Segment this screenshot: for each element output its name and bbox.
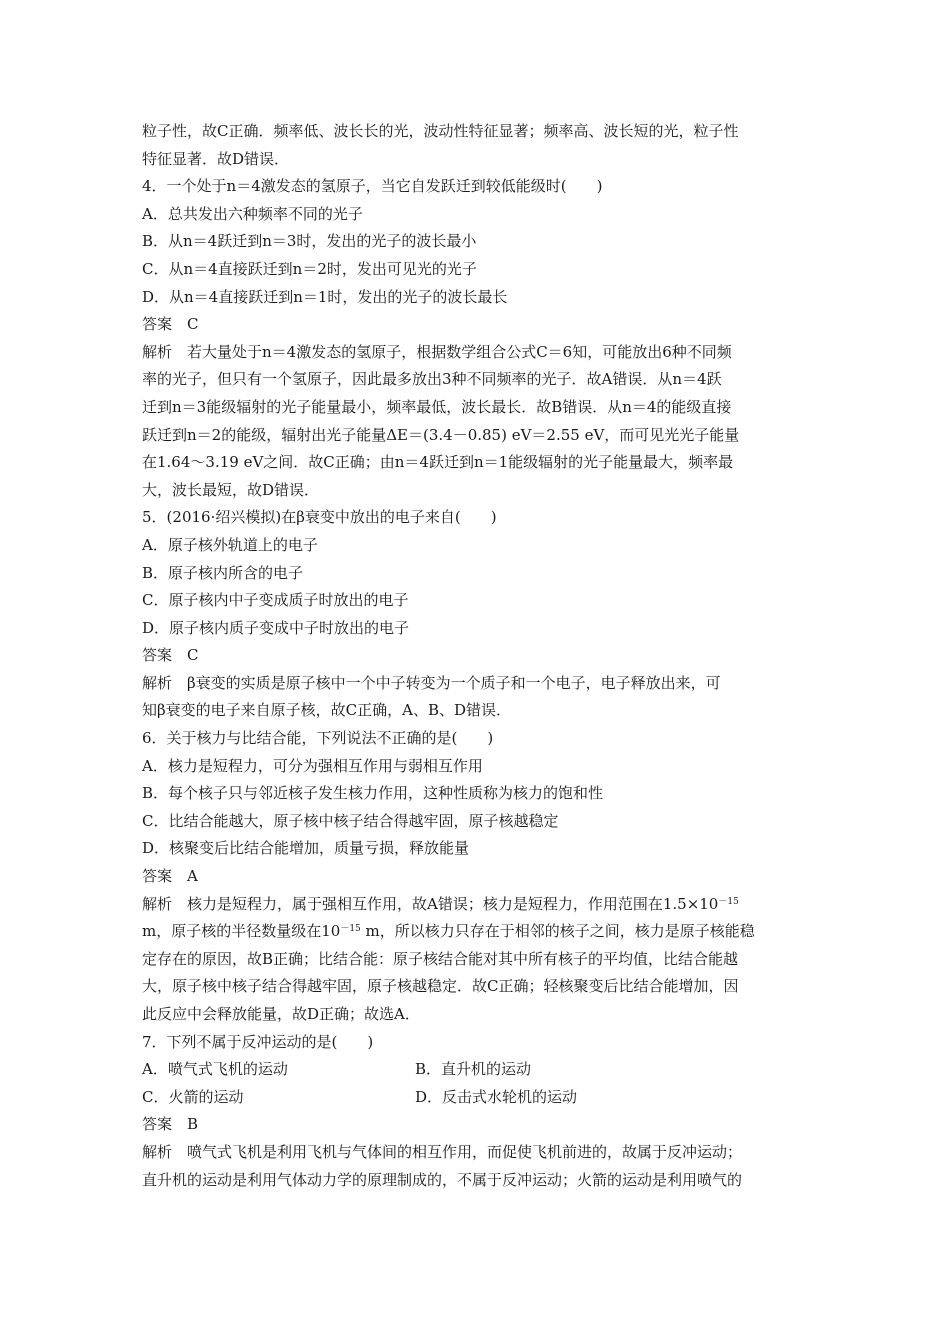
answer-line: 答案 A <box>142 867 198 886</box>
analysis-line: 迁到n＝3能级辐射的光子能量最小，频率最低，波长最长．故B错误．从n＝4的能级直接 <box>142 397 732 416</box>
analysis-line: 解析 β衰变的实质是原子核中一个中子转变为一个质子和一个电子，电子释放出来，可 <box>142 673 721 692</box>
answer-line: 答案 C <box>142 315 199 334</box>
option-d: D．从n＝4直接跃迁到n＝1时，发出的光子的波长最长 <box>142 287 508 306</box>
option-b: B．直升机的运动 <box>415 1060 532 1079</box>
analysis-line: 解析 若大量处于n＝4激发态的氢原子，根据数学组合公式C＝6知，可能放出6种不同频 <box>142 342 732 361</box>
option-c: C．火箭的运动 <box>142 1087 244 1106</box>
analysis-line: 此反应中会释放能量，故D正确；故选A． <box>142 1005 420 1023</box>
option-a: A．总共发出六种频率不同的光子 <box>142 204 363 223</box>
analysis-line: 知β衰变的电子来自原子核，故C正确，A、B、D错误． <box>142 701 512 720</box>
exponent: －15 <box>340 924 361 935</box>
analysis-line: 跃迁到n＝2的能级，辐射出光子能量ΔE＝(3.4－0.85) eV＝2.55 eV，而可见光光子能量 <box>142 425 740 444</box>
exponent: －15 <box>718 896 739 907</box>
text-line: 粒子性，故C正确．频率低、波长长的光，波动性特征显著；频率高、波长短的光，粒子性 <box>142 122 739 140</box>
answer-line: 答案 C <box>142 646 199 665</box>
option-c: C．从n＝4直接跃迁到n＝2时，发出可见光的光子 <box>142 259 477 278</box>
analysis-line: 解析 喷气式飞机是利用飞机与气体间的相互作用，而促使飞机前进的，故属于反冲运动； <box>142 1142 743 1161</box>
analysis-line <box>142 891 812 919</box>
option-a: A．原子核外轨道上的电子 <box>142 535 318 554</box>
option-b: B．原子核内所含的电子 <box>142 563 304 582</box>
analysis-text: 解析 核力是短程力，属于强相互作用，故A错误；核力是短程力，作用范围在1.5×10 <box>142 894 719 913</box>
option-a: A．核力是短程力，可分为强相互作用与弱相互作用 <box>142 756 483 775</box>
options-row <box>142 1056 812 1084</box>
question-stem: 6．关于核力与比结合能，下列说法不正确的是( ) <box>142 729 494 748</box>
option-b: B．每个核子只与邻近核子发生核力作用，这种性质称为核力的饱和性 <box>142 784 604 803</box>
analysis-text: m，所以核力只存在于相邻的核子之间，核力是原子核能稳 <box>360 922 755 941</box>
option-d: D．核聚变后比结合能增加，质量亏损，释放能量 <box>142 839 470 858</box>
analysis-line: 大，原子核中核子结合得越牢固，原子核越稳定．故C正确；轻核聚变后比结合能增加，因 <box>142 977 739 996</box>
analysis-line <box>142 918 812 946</box>
page-content <box>142 118 812 1194</box>
analysis-line: 在1.64～3.19 eV之间．故C正确；由n＝4跃迁到n＝1能级辐射的光子能量最大，频率最 <box>142 453 734 472</box>
question-stem: 7．下列不属于反冲运动的是( ) <box>142 1032 374 1051</box>
question-stem: 4．一个处于n＝4激发态的氢原子，当它自发跃迁到较低能级时( ) <box>142 177 603 196</box>
text-line: 特征显著．故D错误． <box>142 149 290 168</box>
question-stem: 5．(2016·绍兴模拟)在β衰变中放出的电子来自( ) <box>142 508 497 527</box>
analysis-line: 直升机的运动是利用气体动力学的原理制成的，不属于反冲运动；火箭的运动是利用喷气的 <box>142 1170 743 1189</box>
option-d: D．原子核内质子变成中子时放出的电子 <box>142 618 410 637</box>
option-a: A．喷气式飞机的运动 <box>142 1060 288 1079</box>
option-c: C．比结合能越大，原子核中核子结合得越牢固，原子核越稳定 <box>142 811 559 830</box>
option-d: D．反击式水轮机的运动 <box>415 1087 578 1106</box>
analysis-line: 定存在的原因，故B正确；比结合能：原子核结合能对其中所有核子的平均值，比结合能越 <box>142 949 739 968</box>
option-c: C．原子核内中子变成质子时放出的电子 <box>142 591 409 610</box>
analysis-text: m，原子核的半径数量级在10 <box>142 922 341 941</box>
answer-line: 答案 B <box>142 1115 199 1134</box>
analysis-line: 大，波长最短，故D错误． <box>142 480 320 499</box>
option-b: B．从n＝4跃迁到n＝3时，发出的光子的波长最小 <box>142 232 477 251</box>
options-row <box>142 1084 812 1112</box>
analysis-line: 率的光子，但只有一个氢原子，因此最多放出3种不同频率的光子．故A错误．从n＝4跃 <box>142 370 722 389</box>
